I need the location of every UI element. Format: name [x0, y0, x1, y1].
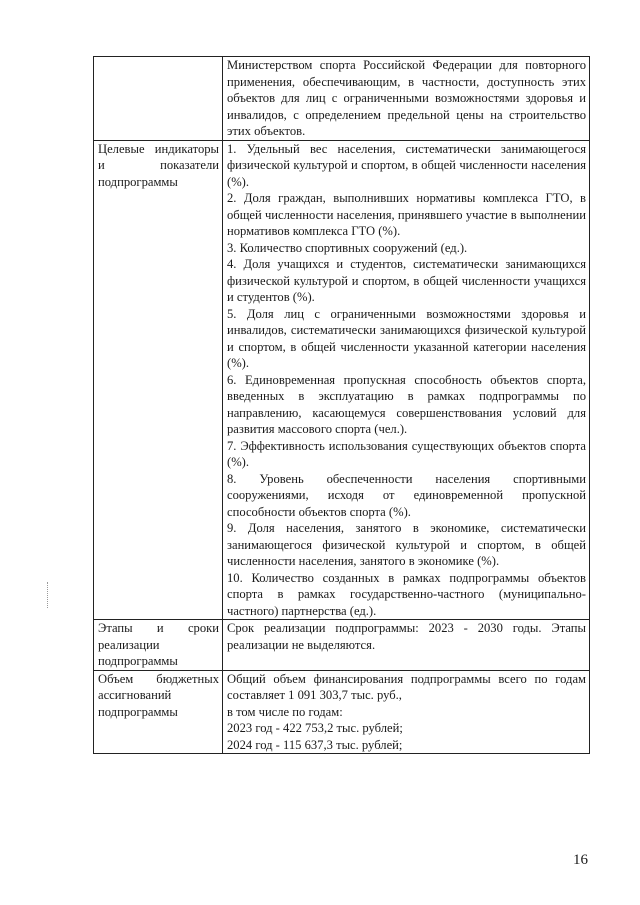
row-value-budget: [223, 670, 590, 754]
paragraph: в том числе по годам:: [227, 704, 343, 719]
paragraph: Общий объем финансирования подпрограммы всего по годам составляет 1 091 303,7 тыс. руб.,: [227, 671, 586, 702]
indicator-item: 4. Доля учащихся и студентов, систематически занимающихся физической культурой и спортом, в общей численности учащихся и студентов (%).: [227, 257, 586, 304]
row-label: [94, 57, 223, 141]
margin-mark: [47, 582, 49, 608]
row-value-indicators: [223, 140, 590, 620]
indicator-item: 2. Доля граждан, выполнивших нормативы комплекса ГТО, в общей численности населения, принявшего участие в выполнении нормативов комплекса ГТО (%).: [227, 191, 586, 238]
indicator-item: 6. Единовременная пропускная способность объектов спорта, введенных в эксплуатацию в рамках подпрограммы по направлению, касающемуся совершенствования условий для развития массового спорта (чел.).: [227, 372, 586, 436]
indicator-item: 10. Количество созданных в рамках подпрограммы объектов спорта в рамках государственно-частного (муниципально-частного) партнерства (ед.).: [227, 570, 586, 618]
paragraph: 2024 год - 115 637,3 тыс. рублей;: [227, 737, 403, 752]
indicator-item: 1. Удельный вес населения, систематически занимающегося физической культурой и спортом, в общей численности населения (%).: [227, 141, 586, 189]
paragraph: 2023 год - 422 753,2 тыс. рублей;: [227, 721, 403, 735]
indicator-item: 3. Количество спортивных сооружений (ед.).: [227, 240, 468, 255]
table-row: [94, 57, 590, 141]
paragraph: Срок реализации подпрограммы: 2023 - 2030 годы. Этапы реализации не выделяются.: [227, 621, 586, 652]
row-value: [223, 57, 590, 141]
indicator-item: 8. Уровень обеспеченности населения спортивными сооружениями, исходя от единовременной пропускной способности объектов спорта (%).: [227, 471, 586, 519]
row-label-stages: Этапы и сроки реализации подпрограммы: [94, 620, 223, 671]
table-row: [94, 620, 590, 671]
indicator-item: 7. Эффективность использования существующих объектов спорта (%).: [227, 438, 586, 469]
paragraph: Министерством спорта Российской Федерации для повторного применения, обеспечивающим, в частности, доступность этих объектов для лиц с ограниченными возможностями здоровья и инвалидов, с определением предельной цены на строительство этих объектов.: [227, 58, 586, 138]
row-label-budget: Объем бюджетных ассигнований подпрограммы: [94, 670, 223, 754]
passport-table: [93, 56, 590, 754]
row-label-indicators: Целевые индикаторы и показатели подпрограммы: [94, 140, 223, 620]
indicator-item: 5. Доля лиц с ограниченными возможностями здоровья и инвалидов, систематически занимающихся физической культурой и спортом, в общей численности указанной категории населения (%).: [227, 306, 586, 370]
row-value-stages: [223, 620, 590, 671]
indicator-item: 9. Доля населения, занятого в экономике, систематически занимающегося физической культурой и спортом, в общей численности населения, занятого в экономике (%).: [227, 521, 586, 568]
page-number: 16: [573, 852, 588, 868]
table-row: [94, 670, 590, 754]
table-row: [94, 140, 590, 620]
